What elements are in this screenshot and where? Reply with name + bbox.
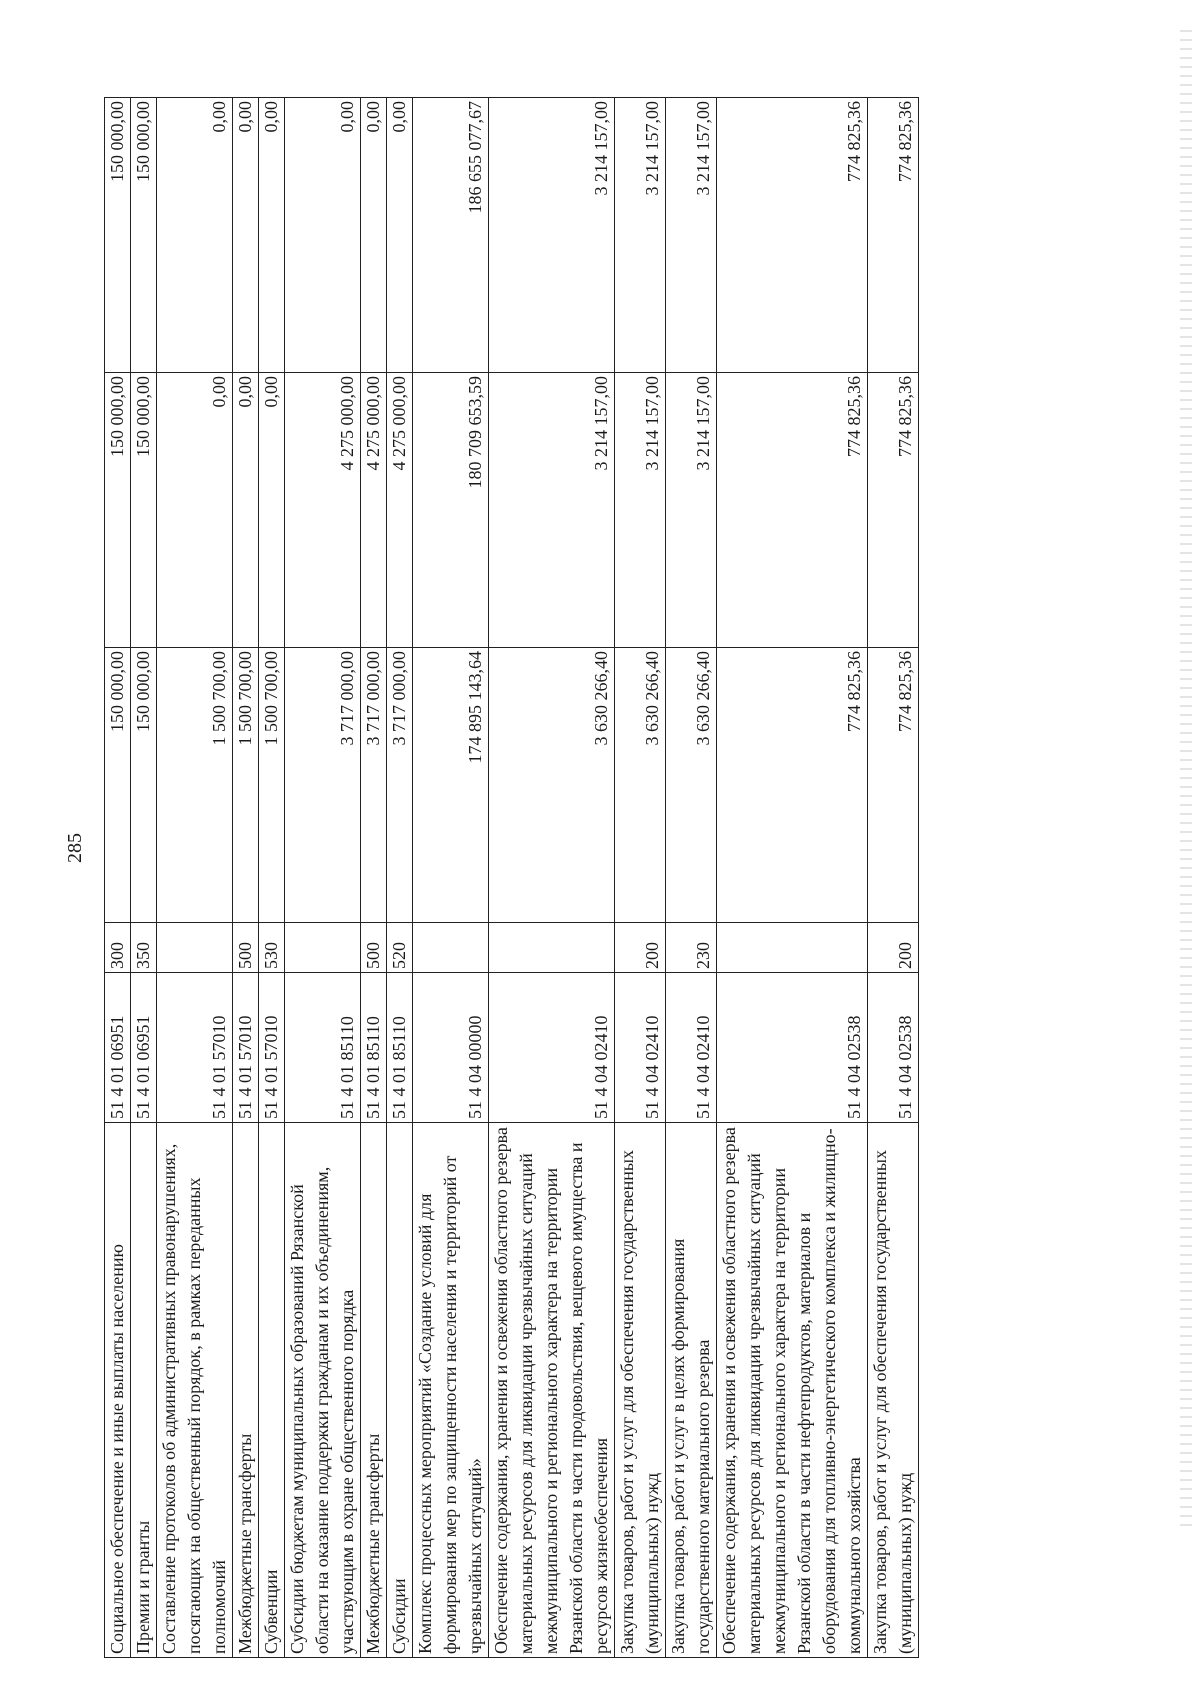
row-code: 51 4 04 00000 xyxy=(413,973,489,1123)
row-kind xyxy=(717,923,868,973)
row-name: Закупка товаров, работ и услуг в целях формирования государственного материального резерва xyxy=(666,1123,717,1658)
row-name: Субсидии xyxy=(387,1123,413,1658)
row-code: 51 4 01 85110 xyxy=(285,973,361,1123)
row-value-3: 0,00 xyxy=(233,98,259,373)
row-value-3: 0,00 xyxy=(285,98,361,373)
row-name: Комплекс процессных мероприятий «Создание условий для формирования мер по защищенности населения и территорий от чрезвычайных ситуаций» xyxy=(413,1123,489,1658)
row-value-3: 0,00 xyxy=(361,98,387,373)
row-value-1: 150 000,00 xyxy=(105,648,131,923)
row-value-1: 3 717 000,00 xyxy=(387,648,413,923)
row-kind: 520 xyxy=(387,923,413,973)
row-value-1: 3 630 266,40 xyxy=(489,648,615,923)
row-name: Субвенции xyxy=(259,1123,285,1658)
row-kind: 200 xyxy=(615,923,666,973)
table-row xyxy=(615,98,666,1658)
table-row xyxy=(413,98,489,1658)
budget-table xyxy=(104,97,919,1658)
table-row xyxy=(717,98,868,1658)
row-kind: 350 xyxy=(131,923,157,973)
row-value-2: 4 275 000,00 xyxy=(387,373,413,648)
row-value-1: 174 895 143,64 xyxy=(413,648,489,923)
row-code: 51 4 04 02538 xyxy=(868,973,919,1123)
table-row xyxy=(285,98,361,1658)
row-code: 51 4 01 57010 xyxy=(233,973,259,1123)
row-value-2: 0,00 xyxy=(157,373,233,648)
row-value-1: 3 630 266,40 xyxy=(615,648,666,923)
row-name: Составление протоколов об административных правонарушениях, посягающих на общественный порядок, в рамках переданных полномочий xyxy=(157,1123,233,1658)
row-value-2: 150 000,00 xyxy=(131,373,157,648)
row-value-2: 3 214 157,00 xyxy=(666,373,717,648)
row-value-1: 1 500 700,00 xyxy=(233,648,259,923)
row-name: Закупка товаров, работ и услуг для обеспечения государственных (муниципальных) нужд xyxy=(615,1123,666,1658)
row-name: Межбюджетные трансферты xyxy=(233,1123,259,1658)
row-code: 51 4 04 02538 xyxy=(717,973,868,1123)
scan-edge-artifact xyxy=(1180,30,1192,1530)
row-code: 51 4 01 85110 xyxy=(361,973,387,1123)
row-value-3: 0,00 xyxy=(259,98,285,373)
row-name: Межбюджетные трансферты xyxy=(361,1123,387,1658)
row-kind xyxy=(413,923,489,973)
row-value-1: 3 630 266,40 xyxy=(666,648,717,923)
page-number: 285 xyxy=(64,833,86,863)
row-value-1: 774 825,36 xyxy=(717,648,868,923)
row-kind xyxy=(157,923,233,973)
row-value-2: 3 214 157,00 xyxy=(489,373,615,648)
row-value-2: 4 275 000,00 xyxy=(361,373,387,648)
row-code: 51 4 04 02410 xyxy=(615,973,666,1123)
row-code: 51 4 04 02410 xyxy=(489,973,615,1123)
row-kind: 500 xyxy=(233,923,259,973)
row-value-3: 3 214 157,00 xyxy=(666,98,717,373)
row-value-1: 3 717 000,00 xyxy=(285,648,361,923)
row-kind xyxy=(285,923,361,973)
row-value-2: 180 709 653,59 xyxy=(413,373,489,648)
row-value-2: 4 275 000,00 xyxy=(285,373,361,648)
table-row xyxy=(157,98,233,1658)
table-row xyxy=(361,98,387,1658)
row-value-2: 0,00 xyxy=(233,373,259,648)
table-row xyxy=(489,98,615,1658)
table-row xyxy=(105,98,131,1658)
row-name: Обеспечение содержания, хранения и освежения областного резерва материальных ресурсов для ликвидации чрезвычайных ситуаций межмуниципального и регионального характера на территории Рязанской области в части продовольствия, вещевого имущества и ресурсов жизнеобеспечения xyxy=(489,1123,615,1658)
row-code: 51 4 01 06951 xyxy=(131,973,157,1123)
row-value-3: 3 214 157,00 xyxy=(615,98,666,373)
row-kind xyxy=(489,923,615,973)
table-row xyxy=(868,98,919,1658)
row-code: 51 4 01 57010 xyxy=(259,973,285,1123)
row-value-1: 1 500 700,00 xyxy=(259,648,285,923)
row-code: 51 4 01 06951 xyxy=(105,973,131,1123)
row-value-1: 150 000,00 xyxy=(131,648,157,923)
row-code: 51 4 01 57010 xyxy=(157,973,233,1123)
row-code: 51 4 04 02410 xyxy=(666,973,717,1123)
row-kind: 200 xyxy=(868,923,919,973)
row-value-2: 150 000,00 xyxy=(105,373,131,648)
row-name: Премии и гранты xyxy=(131,1123,157,1658)
row-kind: 530 xyxy=(259,923,285,973)
row-value-3: 150 000,00 xyxy=(105,98,131,373)
rotated-table-container xyxy=(104,98,919,1658)
row-value-1: 774 825,36 xyxy=(868,648,919,923)
row-value-2: 3 214 157,00 xyxy=(615,373,666,648)
row-value-3: 774 825,36 xyxy=(868,98,919,373)
row-name: Закупка товаров, работ и услуг для обеспечения государственных (муниципальных) нужд xyxy=(868,1123,919,1658)
row-value-1: 3 717 000,00 xyxy=(361,648,387,923)
row-value-2: 774 825,36 xyxy=(717,373,868,648)
row-value-3: 186 655 077,67 xyxy=(413,98,489,373)
row-value-1: 1 500 700,00 xyxy=(157,648,233,923)
row-code: 51 4 01 85110 xyxy=(387,973,413,1123)
row-name: Обеспечение содержания, хранения и освежения областного резерва материальных ресурсов для ликвидации чрезвычайных ситуаций межмуниципального и регионального характера на территории Рязанской области в части нефтепродуктов, материалов и оборудования для топливно-энергетического комплекса и жилищно-коммунального хозяйства xyxy=(717,1123,868,1658)
row-value-2: 0,00 xyxy=(259,373,285,648)
table-row xyxy=(387,98,413,1658)
row-kind: 230 xyxy=(666,923,717,973)
row-value-3: 774 825,36 xyxy=(717,98,868,373)
table-row xyxy=(233,98,259,1658)
row-value-3: 0,00 xyxy=(157,98,233,373)
row-name: Социальное обеспечение и иные выплаты населению xyxy=(105,1123,131,1658)
table-row xyxy=(666,98,717,1658)
table-row xyxy=(131,98,157,1658)
row-kind: 500 xyxy=(361,923,387,973)
row-value-3: 3 214 157,00 xyxy=(489,98,615,373)
table-row xyxy=(259,98,285,1658)
row-kind: 300 xyxy=(105,923,131,973)
row-value-2: 774 825,36 xyxy=(868,373,919,648)
row-value-3: 0,00 xyxy=(387,98,413,373)
row-value-3: 150 000,00 xyxy=(131,98,157,373)
row-name: Субсидии бюджетам муниципальных образований Рязанской области на оказание поддержки гражданам и их объединениям, участвующим в охране общественного порядка xyxy=(285,1123,361,1658)
